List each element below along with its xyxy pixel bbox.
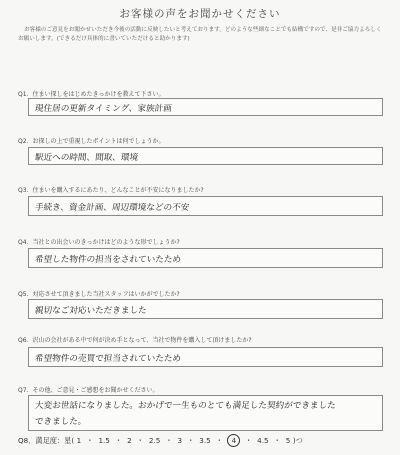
rating-suffix: )つ [292,436,303,445]
answer-box-4 [28,248,383,268]
rating-separator: ・ [86,436,94,445]
rating-label: Q8．満足度：星( [18,436,75,445]
answer-box-5 [28,299,383,319]
answer-box-7 [28,395,383,431]
answer-box-2 [28,147,383,165]
rating-option[interactable]: 2 [127,436,132,445]
question-1-label: Q1．住まい探しをはじめたきっかけを教えて下さい。 [18,91,165,98]
answer-box-1 [28,98,383,116]
rating-separator: ・ [244,436,253,445]
rating-options [74,436,293,445]
rating-option[interactable]: 5 [285,436,291,445]
rating-separator: ・ [187,436,195,445]
answer-box-3 [28,196,383,216]
rating-option[interactable]: 3.5 [199,436,211,445]
question-3-label: Q3．住まいを購入するにあたり、どんなことが不安になりましたか? [18,187,204,194]
answer-1-text: 現住居の更新タイミング、家族計画 [34,104,173,114]
question-6-label: Q6．沢山の会社がある中で何が決め手となって、当社で物件を購入して頂けましたか? [18,337,252,344]
page-title: お客様の声をお聞かせください [119,8,281,20]
rating-separator: ・ [136,436,144,445]
answer-7-text-line-2: できました。 [34,417,87,427]
rating-separator: ・ [273,436,281,445]
rating-option[interactable]: 4.5 [257,436,269,445]
question-2-label: Q2．お探しの上で重視したポイントは何でしょうか。 [18,138,165,145]
rating-option[interactable]: 1 [76,436,82,445]
rating-separator: ・ [165,436,173,445]
answer-box-6 [28,347,383,367]
rating-separator: ・ [114,436,123,445]
rating-option[interactable]: 3 [177,436,183,445]
question-5-label: Q5．対応させて頂きました当社スタッフはいかがでしたか? [18,291,180,298]
answer-2-text: 駅近への時間、間取、環境 [34,153,139,163]
answer-6-text: 希望物件の売買で担当されていたため [34,354,182,364]
answer-4-text: 希望した物件の担当をされていたため [34,255,182,265]
rating-option[interactable]: 2.5 [148,436,161,445]
intro-text: お客様のご意見をお聞かせいただき今後の活動に反映したいと考えております。どのような些細なことでも結構ですので、是非ご協力よろしくお願いします。(できるだけ具体的に書いていただけると助かります) [18,27,382,42]
answer-7-text-line-1: 大変お世話になりました。おかげで一生ものとても満足した契約ができました [34,401,337,411]
rating-separator: ・ [215,436,223,445]
answer-5-text: 親切なご対応いただきました [34,306,148,316]
rating-option-selected[interactable]: 4 [227,434,240,447]
question-7-label: Q7．その他、ご意見・ご感想をお聞かせください。 [18,387,159,394]
satisfaction-rating [18,434,388,447]
answer-3-text: 手続き、資金計画、周辺環境などの不安 [34,203,190,213]
rating-option[interactable]: 1.5 [98,436,110,445]
question-4-label: Q4．当社との出会いのきっかけはどのような形でしょうか? [18,239,180,246]
